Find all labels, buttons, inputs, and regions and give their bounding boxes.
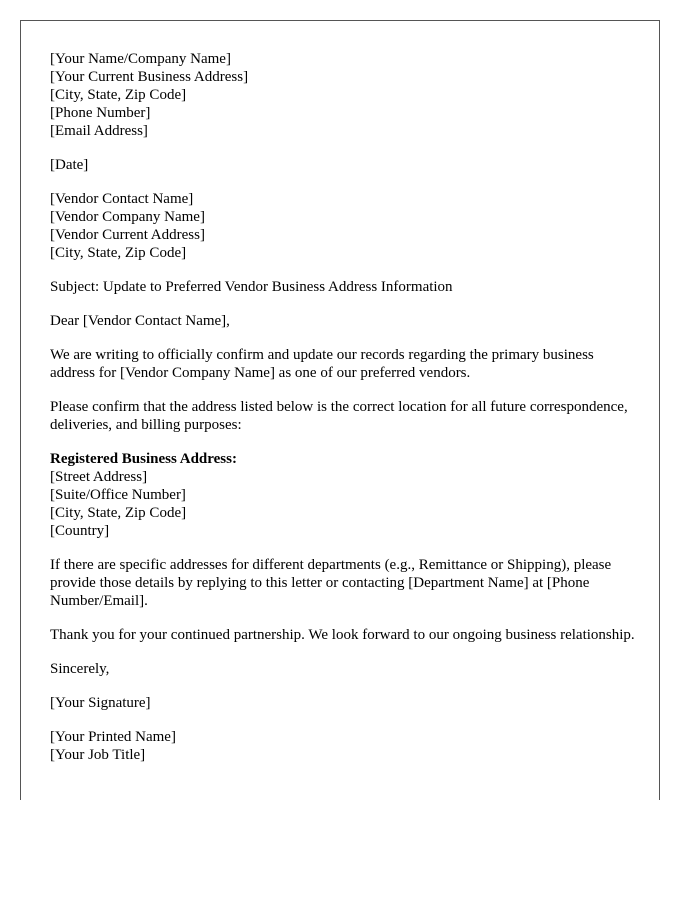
letter-content bbox=[50, 50, 640, 780]
sender-name: [Your Name/Company Name] bbox=[50, 51, 231, 67]
recipient-address: [Vendor Current Address] bbox=[50, 227, 205, 243]
sender-phone: [Phone Number] bbox=[50, 105, 151, 121]
printed-name: [Your Printed Name] bbox=[50, 729, 176, 745]
date-block bbox=[50, 156, 640, 174]
recipient-block bbox=[50, 190, 640, 262]
body-paragraph-4: Thank you for your continued partnership. We look forward to our ongoing business relationship. bbox=[50, 627, 635, 643]
signer-block bbox=[50, 728, 640, 764]
recipient-company-name: [Vendor Company Name] bbox=[50, 209, 205, 225]
registered-street: [Street Address] bbox=[50, 469, 148, 485]
letter-date: [Date] bbox=[50, 157, 89, 173]
closing: Sincerely, bbox=[50, 661, 110, 677]
sender-address: [Your Current Business Address] bbox=[50, 69, 249, 85]
sender-city-state-zip: [City, State, Zip Code] bbox=[50, 87, 187, 103]
job-title: [Your Job Title] bbox=[50, 747, 146, 763]
sender-block bbox=[50, 50, 640, 140]
subject-line: Subject: Update to Preferred Vendor Business Address Information bbox=[50, 279, 453, 295]
registered-address-block bbox=[50, 450, 640, 540]
signature-line: [Your Signature] bbox=[50, 695, 151, 711]
body-paragraph-3: If there are specific addresses for different departments (e.g., Remittance or Shipping), please provide those details by replying to this letter or contacting [Department Name] at [Phone Number/Email]. bbox=[50, 557, 612, 609]
registered-city-state-zip: [City, State, Zip Code] bbox=[50, 505, 187, 521]
salutation: Dear [Vendor Contact Name], bbox=[50, 313, 230, 329]
body-paragraph-2: Please confirm that the address listed below is the correct location for all future correspondence, deliveries, and billing purposes: bbox=[50, 399, 628, 433]
registered-country: [Country] bbox=[50, 523, 110, 539]
letter-page bbox=[20, 20, 660, 800]
sender-email: [Email Address] bbox=[50, 123, 148, 139]
recipient-city-state-zip: [City, State, Zip Code] bbox=[50, 245, 187, 261]
recipient-contact-name: [Vendor Contact Name] bbox=[50, 191, 194, 207]
body-paragraph-1: We are writing to officially confirm and update our records regarding the primary business address for [Vendor Company Name] as one of our preferred vendors. bbox=[50, 347, 594, 381]
registered-address-heading: Registered Business Address: bbox=[50, 451, 237, 467]
registered-suite: [Suite/Office Number] bbox=[50, 487, 186, 503]
